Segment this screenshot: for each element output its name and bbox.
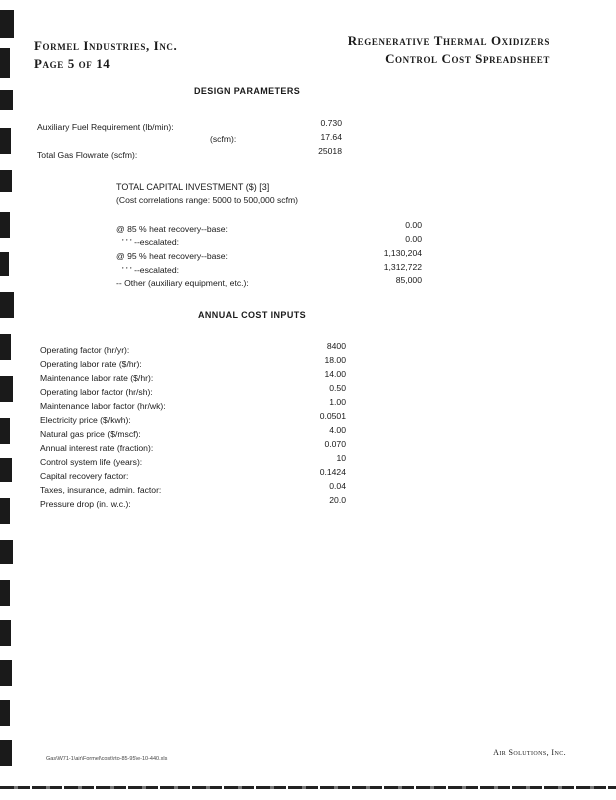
document-subtitle: Control Cost Spreadsheet	[385, 51, 550, 66]
capital-value: 85,000	[395, 275, 422, 285]
annual-value: 0.070	[324, 439, 346, 449]
param-label: Total Gas Flowrate (scfm):	[37, 150, 138, 160]
annual-label: Annual interest rate (fraction):	[40, 443, 154, 453]
annual-value: 14.00	[324, 369, 346, 379]
capital-label: @ 85 % heat recovery--base:	[116, 224, 228, 234]
capital-investment-heading: TOTAL CAPITAL INVESTMENT ($) [3]	[116, 182, 270, 192]
design-parameters-heading: DESIGN PARAMETERS	[194, 86, 301, 96]
annual-value: 0.04	[329, 481, 346, 491]
annual-value: 8400	[326, 341, 346, 351]
annual-value: 20.0	[329, 495, 346, 505]
annual-label: Electricity price ($/kwh):	[40, 415, 131, 425]
annual-label: Operating factor (hr/yr):	[40, 345, 130, 355]
annual-label: Natural gas price ($/mscf):	[40, 429, 141, 439]
annual-value: 10	[336, 453, 346, 463]
capital-label: ' ' ' --escalated:	[122, 237, 179, 247]
company-name: Formel Industries, Inc.	[34, 38, 178, 53]
param-value: 25018	[318, 146, 342, 156]
annual-label: Control system life (years):	[40, 457, 143, 467]
capital-label: @ 95 % heat recovery--base:	[116, 251, 228, 261]
annual-value: 0.1424	[319, 467, 346, 477]
capital-label: -- Other (auxiliary equipment, etc.):	[116, 278, 249, 288]
footer-file-path: Gas\W71-1\air\Formel\cost\rto-85-95\e-10-440.xls	[46, 756, 168, 762]
annual-label: Capital recovery factor:	[40, 471, 129, 481]
annual-label: Maintenance labor factor (hr/wk):	[40, 401, 166, 411]
annual-value: 1.00	[329, 397, 346, 407]
annual-value: 18.00	[324, 355, 346, 365]
annual-label: Maintenance labor rate ($/hr):	[40, 373, 154, 383]
scan-bottom-line	[0, 786, 616, 789]
annual-value: 0.50	[329, 383, 346, 393]
page-number: Page 5 of 14	[34, 56, 111, 71]
capital-investment-subheading: (Cost correlations range: 5000 to 500,000 scfm)	[116, 195, 298, 205]
annual-label: Operating labor rate ($/hr):	[40, 359, 142, 369]
param-value: 0.730	[320, 118, 342, 128]
annual-cost-heading: ANNUAL COST INPUTS	[198, 310, 307, 320]
capital-value: 0.00	[405, 220, 422, 230]
capital-label: ' ' ' --escalated:	[122, 265, 179, 275]
footer-brand: Air Solutions, Inc.	[493, 748, 566, 757]
param-label: Auxiliary Fuel Requirement (lb/min):	[37, 122, 174, 132]
annual-value: 4.00	[329, 425, 346, 435]
document-title: Regenerative Thermal Oxidizers	[347, 33, 550, 48]
param-value: 17.64	[320, 132, 342, 142]
capital-value: 0.00	[405, 234, 422, 244]
annual-label: Taxes, insurance, admin. factor:	[40, 485, 162, 495]
annual-label: Operating labor factor (hr/sh):	[40, 387, 153, 397]
capital-value: 1,130,204	[383, 248, 422, 258]
param-label: (scfm):	[210, 134, 237, 144]
annual-value: 0.0501	[319, 411, 346, 421]
annual-label: Pressure drop (in. w.c.):	[40, 499, 131, 509]
capital-value: 1,312,722	[383, 262, 422, 272]
